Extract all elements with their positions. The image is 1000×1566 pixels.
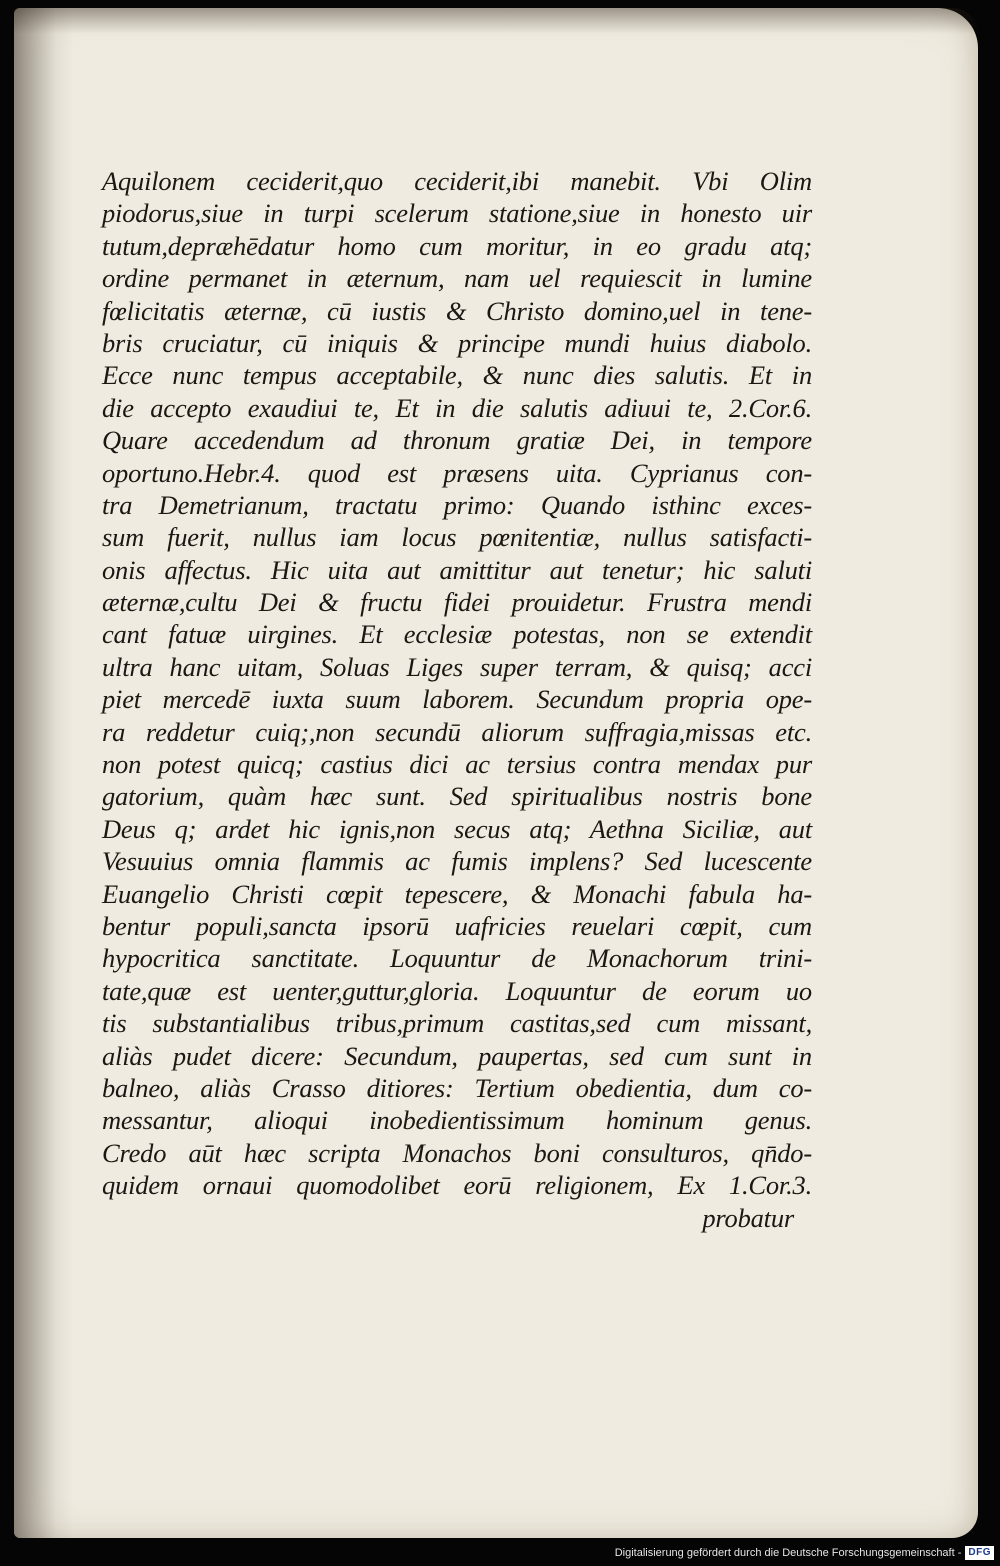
text-line: Aquilonem ceciderit,quo ceciderit,ibi manebit. Vbi Olim bbox=[102, 166, 812, 196]
text-line: æternæ,cultu Dei & fructu fidei prouidetur. Frustra mendi bbox=[102, 587, 812, 618]
text-line: ra reddetur cuiq;,non secundū aliorum suffragia,missas etc. bbox=[102, 716, 812, 747]
text-line: Vesuuius omnia flammis ac fumis implens? Sed lucescente bbox=[102, 846, 812, 877]
text-line: hypocritica sanctitate. Loquuntur de Monachorum trini- bbox=[102, 943, 812, 974]
catchword: probatur bbox=[702, 1202, 794, 1233]
text-line: bentur populi,sancta ipsorū uafricies reuelari cœpit, cum bbox=[102, 910, 812, 941]
text-line: Quare accedendum ad thronum gratiæ Dei, in tempore bbox=[102, 425, 812, 456]
text-line: cant fatuæ uirgines. Et ecclesiæ potestas, non se extendit bbox=[102, 619, 812, 650]
top-edge-shadow bbox=[14, 8, 978, 34]
text-line: bris cruciatur, cū iniquis & principe mundi huius diabolo. bbox=[102, 327, 812, 358]
text-line: balneo, aliàs Crasso ditiores: Tertium obedientia, dum co- bbox=[102, 1072, 812, 1103]
text-line: ordine permanet in æternum, nam uel requiescit in lumine bbox=[102, 263, 812, 294]
text-line: tis substantialibus tribus,primum castitas,sed cum missant, bbox=[102, 1008, 812, 1039]
text-line: Euangelio Christi cœpit tepescere, & Monachi fabula ha- bbox=[102, 878, 812, 909]
text-line: piodorus,siue in turpi scelerum statione,siue in honesto uir bbox=[102, 198, 812, 229]
text-line: ultra hanc uitam, Soluas Liges super terram, & quisq; acci bbox=[102, 651, 812, 682]
text-line: gatorium, quàm hæc sunt. Sed spiritualibus nostris bone bbox=[102, 781, 812, 812]
dfg-logo: DFG bbox=[965, 1546, 994, 1560]
text-line: onis affectus. Hic uita aut amittitur aut tenetur; hic saluti bbox=[102, 554, 812, 585]
credit-text: Digitalisierung gefördert durch die Deutsche Forschungsgemeinschaft - bbox=[614, 1547, 962, 1559]
text-line: non potest quicq; castius dici ac tersius contra mendax pur bbox=[102, 749, 812, 780]
text-line: tra Demetrianum, tractatu primo: Quando isthinc exces- bbox=[102, 489, 812, 520]
text-line: messantur, alioqui inobedientissimum hominum genus. bbox=[102, 1105, 812, 1136]
book-page bbox=[14, 8, 978, 1538]
text-line: fœlicitatis æternæ, cū iustis & Christo domino,uel in tene- bbox=[102, 295, 812, 326]
text-line: die accepto exaudiui te, Et in die salutis adiuui te, 2.Cor.6. bbox=[102, 392, 812, 423]
gutter-shadow bbox=[14, 8, 74, 1538]
text-line: oportuno.Hebr.4. quod est præsens uita. Cyprianus con- bbox=[102, 457, 812, 488]
text-line: Credo aūt hæc scripta Monachos boni consulturos, qn̄do- bbox=[102, 1137, 812, 1168]
text-line: aliàs pudet dicere: Secundum, paupertas, sed cum sunt in bbox=[102, 1040, 812, 1071]
text-line: Deus q; ardet hic ignis,non secus atq; Aethna Siciliæ, aut bbox=[102, 813, 812, 844]
text-line: Ecce nunc tempus acceptabile, & nunc dies salutis. Et in bbox=[102, 360, 812, 391]
digitization-credit bbox=[615, 1544, 994, 1562]
text-line: quidem ornaui quomodolibet eorū religionem, Ex 1.Cor.3. bbox=[102, 1170, 812, 1201]
body-text bbox=[102, 165, 812, 1234]
text-line: piet mercedē iuxta suum laborem. Secundum propria ope- bbox=[102, 684, 812, 715]
text-line: tutum,depræhēdatur homo cum moritur, in eo gradu atq; bbox=[102, 230, 812, 261]
text-line: tate,quæ est uenter,guttur,gloria. Loquuntur de eorum uo bbox=[102, 975, 812, 1006]
text-line: sum fuerit, nullus iam locus pœnitentiæ, nullus satisfacti- bbox=[102, 522, 812, 553]
